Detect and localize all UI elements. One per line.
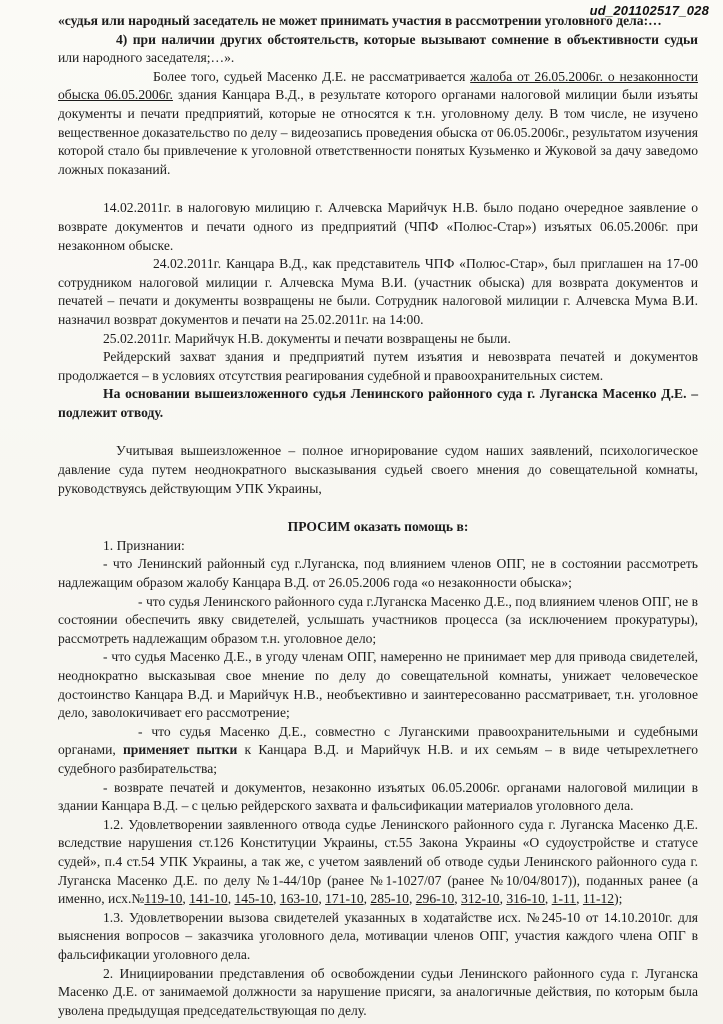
event-2011-02-14: 14.02.2011г. в налоговую милицию г. Алчевска Марийчук Н.В. было подано очередное заявление о возврате документов и печати одного из предприятий (ЧПФ «Полюс-Стар») изъятых 06.05.2006г. при незаконном обыске. [58, 200, 698, 253]
complaint-reference: жалоба от 26.05.2006г. о незаконности обыска 06.05.2006г. [58, 68, 698, 103]
ref-number: 119-10 [144, 891, 183, 907]
item-1-point-1: - что Ленинский районный суд г.Луганска, под влиянием членов ОПГ, не в состоянии рассмотреть надлежащим образом жалобу Канцара В.Д. от 26.05.2006 года «о незаконности обыска»; [58, 556, 698, 591]
item-1-point-3: - что судья Масенко Д.Е., в угоду членам ОПГ, намеренно не принимает мер для привода свидетелей, неоднократно высказывая свое мнение по делу до совещательной комнаты, унижает человеческое достоинство Канцара В.Д. и Марийчук Н.В., необъективно и заинтересованно рассматривает, т.н. уголовное дело, заволокичивает его рассмотрение; [58, 649, 698, 721]
ref-number: 171-10 [325, 891, 364, 907]
request-heading: ПРОСИМ оказать помощь в: [287, 519, 469, 535]
item-1-point-4: - что судья Масенко Д.Е., совместно с Луганскими правоохранительными и судебными органами, применяет пытки к Канцара В.Д. и Марийчук Н.В. и их семьям – в виде четырехлетнего судебного разбирательства; [58, 723, 698, 776]
event-2011-02-24: 24.02.2011г. Канцара В.Д., как представитель ЧПФ «Полюс-Стар», был приглашен на 17-00 сотрудником налоговой милиции г. Алчевска Мума В.И. (участник обыска) для возврата документов и печатей – печати и документы возвращены не были. Сотрудник налоговой милиции г. Алчевска Мума В.И. назначил возврат документов и печати на 25.02.2011г. на 14:00. [58, 256, 698, 327]
document-stamp: ud_201102517_028 [589, 3, 709, 18]
document-body [58, 12, 698, 1020]
item-1-3: 1.3. Удовлетворении вызова свидетелей указанных в ходатайстве исх. №245-10 от 14.10.2010г. для выяснения вопросов – заказчика уголовного дела, мотивации членов ОПГ, участия каждого члена ОПГ в фальсификации уголовного дела. [58, 909, 698, 962]
item-1-point-5: - возврате печатей и документов, незаконно изъятых 06.05.2006г. органами налоговой милиции в здании Канцара В.Д. – с целью рейдерского захвата и фальсификации материалов уголовного дела. [58, 779, 698, 814]
item-2: 2. Инициировании представления об освобождении судьи Ленинского районного суда г. Луганска Масенко Д.Е. от занимаемой должности за нарушение присяги, за аналогичные действия, по которым была уволена предыдущая председательствующая по делу. [58, 965, 698, 1018]
ref-number: 285-10 [370, 891, 409, 907]
item-1-2: 1.2. Удовлетворении заявленного отвода судье Ленинского районного суда г. Луганска Масенко Д.Е. вследствие нарушения ст.126 Конституции Украины, ст.55 Закона Украины «О судоустройстве и статусе судей», п.4 ст.54 УПК Украины, а так же, с учетом заявлений об отводе судьи Ленинского районного суда г. Луганска Масенко Д.Е. по делу №1-44/10р (ранее №1-1027/07 (ранее №10/04/8017)), поданных ранее (а именно, исх.№119-10, 141-10, 145-10, 163-10, 171-10, 285-10, 296-10, 312-10, 316-10, 1-11, 11-12); [58, 816, 698, 907]
quote-item-4: 4) при наличии других обстоятельств, которые вызывают сомнение в объективности судьи или народного заседателя;…». [58, 31, 698, 66]
paragraph-complaint: Более того, судьей Масенко Д.Е. не рассматривается жалоба от 26.05.2006г. о незаконности обыска 06.05.2006г. здания Канцара В.Д., в результате которого органами налоговой милиции были изъяты документы и печати предприятий, которые не относятся к т.н. уголовному делу. В том числе, не изучено вещественное доказательство по делу – видеозапись проведения обыска от 06.05.2006г., результатом изучения которой стало бы привлечение к уголовной ответственности понятых Кузьменко и Жуковой за дачу заведомо ложных показаний. [58, 68, 698, 177]
torture-phrase: применяет пытки [122, 742, 238, 758]
ref-number: 11-12 [582, 891, 615, 907]
quote-intro: «судья или народный заседатель не может принимать участия в рассмотрении уголовного дела:… [58, 13, 662, 28]
ref-number: 316-10 [506, 891, 545, 907]
ref-number: 145-10 [234, 891, 273, 907]
paragraph-considering: Учитывая вышеизложенное – полное игнорирование судом наших заявлений, психологическое давление суда путем неоднократного высказывания судьей своего мнения до совещательной комнаты, руководствуясь действующим УПК Украины, [58, 443, 698, 496]
event-2011-02-25: 25.02.2011г. Марийчук Н.В. документы и печати возвращены не были. [103, 330, 511, 346]
ref-number: 1-11 [551, 891, 577, 907]
event-raider-seizure: Рейдерский захват здания и предприятий путем изъятия и невозврата печатей и документов продолжается – в условиях отсутствия реагирования судебной и правоохранительных систем. [58, 349, 698, 383]
item-1-title: 1. Признании: [103, 537, 185, 553]
ref-number: 141-10 [189, 891, 228, 907]
item-1-point-2: - что судья Ленинского районного суда г.Луганска Масенко Д.Е., под влиянием членов ОПГ, не в состоянии обеспечить явку свидетелей, услышать участников процесса (за исключением прокуратуры), рассмотреть надлежащим образом т.н. уголовное дело; [58, 593, 698, 646]
ref-number: 312-10 [461, 891, 500, 907]
ref-number: 296-10 [415, 891, 455, 907]
ref-number: 163-10 [279, 891, 319, 907]
conclusion-recusal: На основании вышеизложенного судья Ленинского районного суда г. Луганска Масенко Д.Е. – подлежит отводу. [58, 386, 698, 420]
